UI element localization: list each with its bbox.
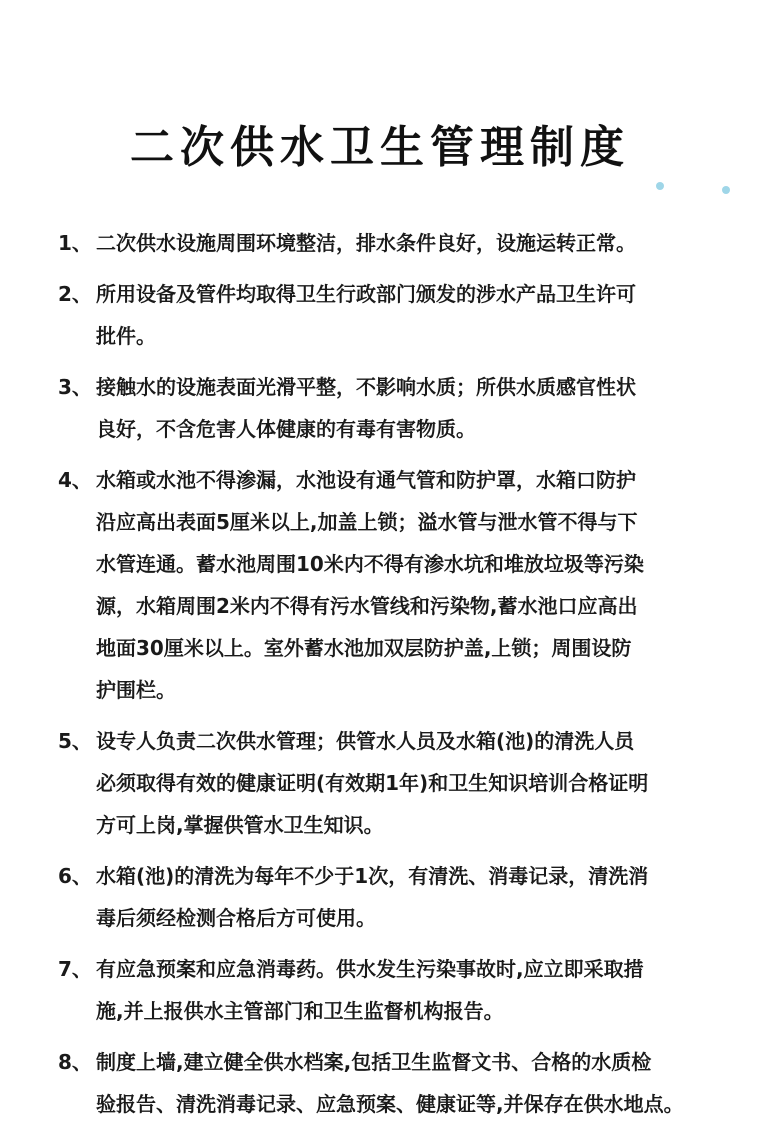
rule-text: 有应急预案和应急消毒药。供水发生污染事故时,应立即采取措 施,并上报供水主管部门和卫生监督机构报告。: [96, 957, 644, 1023]
rule-number: 2 、: [58, 273, 96, 357]
rule-item: [58, 720, 758, 846]
rule-item: [58, 1041, 758, 1125]
rule-item: [58, 222, 758, 264]
rule-number: 3 、: [58, 366, 96, 450]
rule-text: 水箱(池)的清洗为每年不少于1次，有清洗、消毒记录，清洗消 毒后须经检测合格后方可使用。: [96, 864, 649, 930]
decorative-dot: [656, 182, 664, 190]
rule-text: 所用设备及管件均取得卫生行政部门颁发的涉水产品卫生许可 批件。: [96, 282, 636, 348]
decorative-dot: [722, 186, 730, 194]
rule-item: [58, 366, 758, 450]
rule-item: [58, 459, 758, 711]
rules-list: [58, 222, 758, 1134]
rule-number: 1 、: [58, 222, 96, 264]
rule-number: 6 、: [58, 855, 96, 939]
rule-text: 接触水的设施表面光滑平整，不影响水质；所供水质感官性状 良好，不含危害人体健康的有毒有害物质。: [96, 375, 636, 441]
rule-text: 二次供水设施周围环境整洁，排水条件良好，设施运转正常。: [96, 231, 636, 255]
rule-number: 8 、: [58, 1041, 96, 1125]
rule-text: 设专人负责二次供水管理；供管水人员及水箱(池)的清洗人员 必须取得有效的健康证明(有效期1年)和卫生知识培训合格证明 方可上岗,掌握供管水卫生知识。: [96, 729, 649, 837]
rule-number: 4 、: [58, 459, 96, 711]
rule-item: [58, 273, 758, 357]
rule-text: 制度上墙,建立健全供水档案,包括卫生监督文书、合格的水质检 验报告、清洗消毒记录、应急预案、健康证等,并保存在供水地点。: [96, 1050, 684, 1116]
page-title: 二次供水卫生管理制度: [130, 122, 630, 173]
rule-text: 水箱或水池不得渗漏，水池设有通气管和防护罩，水箱口防护 沿应高出表面5厘米以上,加盖上锁；溢水管与泄水管不得与下 水管连通。蓄水池周围10米内不得有渗水坑和堆放垃圾等污染 源，水箱周围2米内不得有污水管线和污染物,蓄水池口应高出 地面30厘米以上。室外蓄水池加双层防护盖,上锁；周围设防 护围栏。: [96, 468, 644, 702]
rule-number: 7 、: [58, 948, 96, 1032]
rule-item: [58, 948, 758, 1032]
rule-number: 5 、: [58, 720, 96, 846]
rule-item: [58, 855, 758, 939]
